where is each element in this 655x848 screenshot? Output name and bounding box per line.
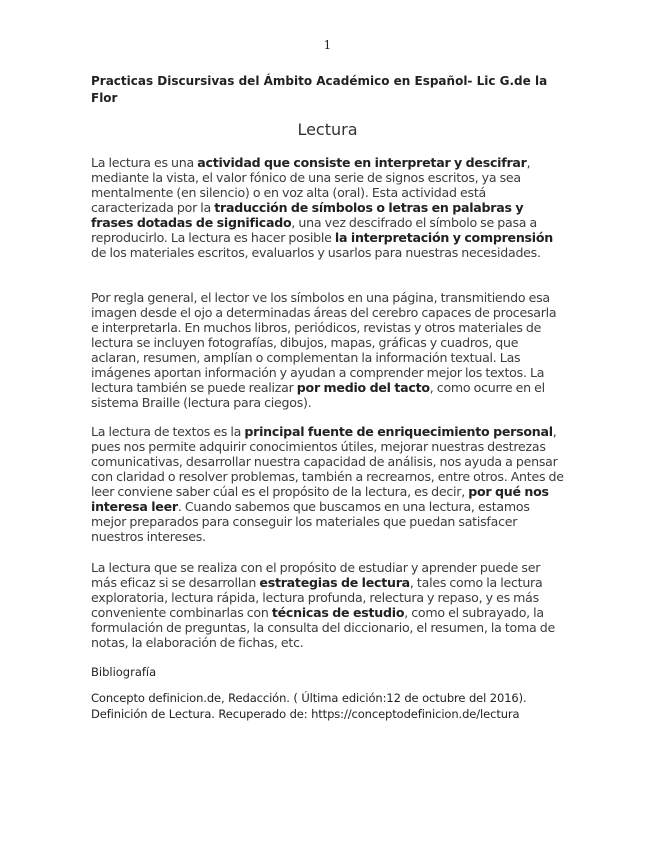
text-run: Por regla general, el lector ve los símbolos en una página, transmitiendo esa imagen desde el ojo a determinadas áreas del cerebro capaces de procesarla e interpretarla. En muchos libros, periódicos, revistas y otros materiales de lectura se incluyen fotografías, dibujos, mapas, gráficas y cuadros, que aclaran, resumen, amplían o complementan la información textual. Las imágenes aportan información y ayudan a comprender mejor los textos. La lectura también se puede realizar [91, 290, 557, 395]
text-run: , mediante la vista, el valor fónico de una serie de signos escritos, ya sea mentalmente (en silencio) o en voz alta (oral). Esta actividad está caracterizada por la [91, 155, 531, 215]
course-title: Practicas Discursivas del Ámbito Académico en Español- Lic G.de la Flor [91, 74, 548, 105]
paragraph-reading-process [91, 290, 566, 410]
text-run: La lectura de textos es la [91, 424, 245, 439]
text-run: , como el subrayado, la formulación de preguntas, la consulta del diccionario, el resumen, la toma de notas, la elaboración de fichas, etc. [91, 605, 555, 650]
paragraph-enrichment [91, 424, 566, 544]
text-run: , como ocurre en el sistema Braille (lectura para ciegos). [91, 380, 545, 410]
text-run-bold: por qué nos interesa leer [91, 484, 549, 514]
text-run-bold: técnicas de estudio [271, 605, 405, 620]
bibliography-entry-line: Concepto definicion.de, Redacción. ( Última edición:12 de octubre del 2016). [91, 691, 527, 705]
text-run: de los materiales escritos, evaluarlos y usarlos para nuestras necesidades. [91, 245, 541, 260]
bibliography-heading: Bibliografía [91, 665, 157, 679]
text-run: . Cuando sabemos que buscamos en una lectura, estamos mejor preparados para conseguir los materiales que puedan satisfacer nuestros intereses. [91, 499, 530, 544]
page-number: 1 [323, 38, 332, 52]
text-run: , tales como la lectura exploratoria, lectura rápida, lectura profunda, relectura y repaso, y es más conveniente combinarlas con [91, 575, 543, 620]
bibliography-entry [91, 690, 571, 722]
text-run-bold: principal fuente de enriquecimiento personal [244, 424, 553, 439]
bibliography-entry-line: Definición de Lectura. Recuperado de: https://conceptodefinicion.de/lectura [91, 707, 520, 721]
paragraph-strategies [91, 560, 566, 650]
text-run-bold: por medio del tacto [296, 380, 430, 395]
text-run: La lectura es una [91, 155, 198, 170]
text-run-bold: la interpretación y comprensión [334, 230, 553, 245]
text-run-bold: actividad que consiste en interpretar y descifrar [197, 155, 527, 170]
paragraph-definition [91, 155, 566, 260]
text-run-bold: estrategias de lectura [259, 575, 410, 590]
document-heading: Lectura [297, 120, 358, 139]
text-run-bold: traducción de símbolos o letras en palabras y frases dotadas de significado [91, 200, 524, 230]
text-run: , pues nos permite adquirir conocimientos útiles, mejorar nuestras destrezas comunicativas, desarrollar nuestra capacidad de análisis, nos ayuda a pensar con claridad o resolver problemas, también a recrearnos, entre otros. Antes de leer conviene saber cúal es el propósito de la lectura, es decir, [91, 424, 564, 499]
text-run: , una vez descifrado el símbolo se pasa a reproducirlo. La lectura es hacer posible [91, 215, 537, 245]
text-run: La lectura que se realiza con el propósito de estudiar y aprender puede ser más eficaz si se desarrollan [91, 560, 541, 590]
